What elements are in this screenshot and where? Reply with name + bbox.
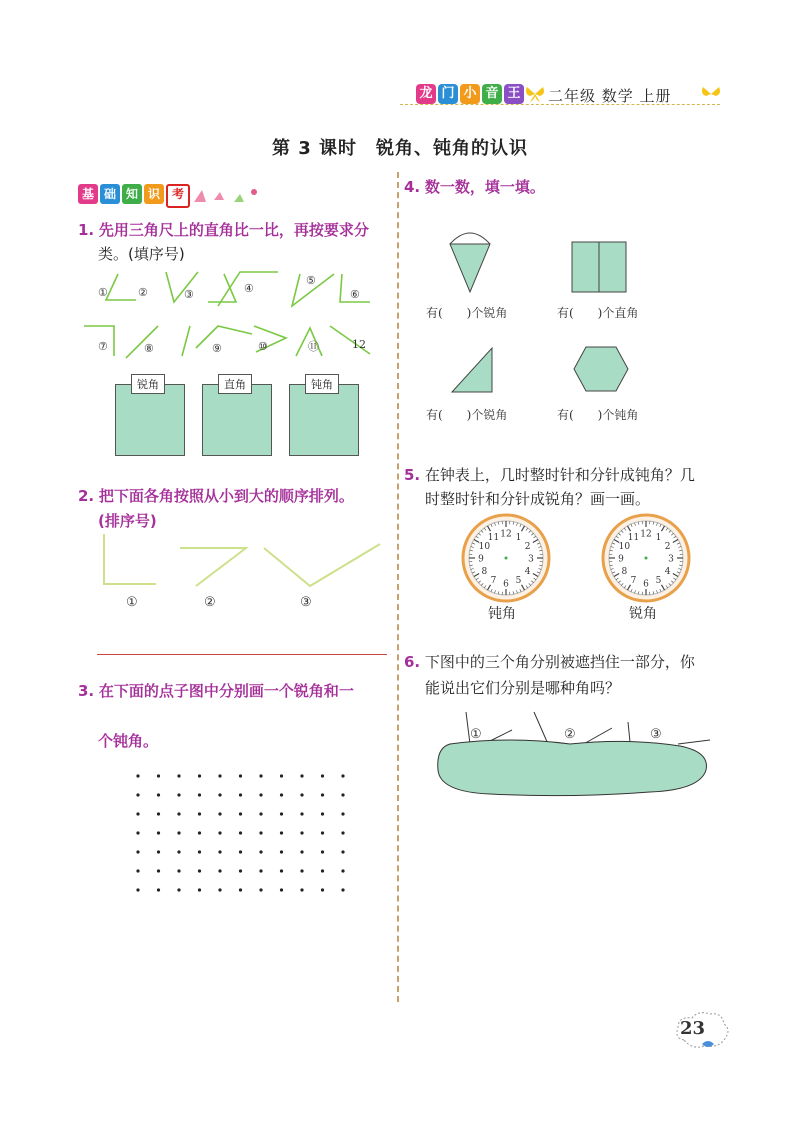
brand-logo — [416, 84, 524, 104]
q4-number: 4. — [404, 178, 421, 196]
butterfly-icon — [700, 84, 722, 104]
q2-text: 把下面各角按照从小到大的顺序排列。 — [98, 487, 354, 505]
grid-dot — [259, 888, 262, 891]
brand-char: 门 — [438, 84, 458, 104]
clock-number: 3 — [528, 554, 534, 565]
q5-line2: 时整时针和分针成锐角？画一画。 — [425, 490, 651, 508]
q4-line1 — [404, 174, 545, 200]
q3-number: 3. — [78, 682, 95, 700]
grid-dot — [157, 869, 160, 872]
triangle-shape — [448, 344, 498, 396]
grid-dot — [239, 850, 242, 853]
q2-line1 — [78, 483, 354, 509]
grid-dot — [321, 831, 324, 834]
grid-dot — [300, 793, 303, 796]
grid-dot — [341, 869, 344, 872]
obtuse-box[interactable] — [289, 384, 359, 456]
q6-label-2: ② — [564, 727, 576, 742]
grid-dot — [177, 793, 180, 796]
clock-number: 1 — [655, 532, 662, 543]
clock-center — [505, 557, 508, 560]
grid-dot — [239, 888, 242, 891]
grid-dot — [239, 774, 242, 777]
q6-line1 — [404, 649, 695, 675]
right-box-label: 直角 — [218, 374, 252, 394]
angle-label-5: ⑤ — [306, 274, 316, 287]
q4-text: 数一数，填一填。 — [424, 178, 545, 196]
grid-dot — [157, 793, 160, 796]
grid-dot — [259, 869, 262, 872]
section-tag-char: 知 — [122, 184, 142, 204]
grid-dot — [177, 869, 180, 872]
clock-number: 6 — [503, 579, 509, 590]
grid-dot — [198, 793, 201, 796]
grid-dot — [198, 850, 201, 853]
clock-number: 4 — [524, 567, 531, 577]
clock-number: 6 — [643, 579, 649, 590]
grid-dot — [198, 774, 201, 777]
clock-number: 10 — [618, 542, 631, 552]
angle-label-6: ⑥ — [350, 288, 360, 301]
grid-dot — [239, 831, 242, 834]
clock-number: 10 — [478, 542, 491, 552]
q4-caption-4: 有( )个钝角 — [557, 408, 639, 422]
grid-dot — [321, 869, 324, 872]
clock-number: 7 — [630, 576, 637, 587]
clock-left[interactable] — [460, 512, 552, 604]
grid-dot — [300, 850, 303, 853]
grid-dot — [136, 850, 139, 853]
section-tag-badge: 考 — [166, 184, 190, 208]
grid-dot — [300, 774, 303, 777]
clock-right[interactable] — [600, 512, 692, 604]
q6-line2: 能说出它们分别是哪种角吗？ — [425, 679, 621, 697]
grid-dot — [341, 774, 344, 777]
angle-label-8: ⑧ — [144, 342, 154, 355]
grid-dot — [321, 812, 324, 815]
grid-dot — [280, 774, 283, 777]
clock-number: 2 — [524, 542, 531, 552]
grid-dot — [218, 793, 221, 796]
clock-number: 5 — [515, 576, 522, 587]
page-title: 第 3 课时 锐角、钝角的认识 — [271, 138, 529, 159]
angle-label-11: ⑪ — [308, 340, 319, 353]
angle-label-1: ① — [98, 286, 108, 299]
grid-dot — [259, 793, 262, 796]
grid-dot — [341, 793, 344, 796]
grid-dot — [177, 831, 180, 834]
grid-dot — [341, 812, 344, 815]
grid-dot — [280, 888, 283, 891]
angle-label-4: ④ — [244, 282, 254, 295]
grid-dot — [321, 850, 324, 853]
q1-angles-figure — [78, 266, 398, 366]
angle-label-2: ② — [138, 286, 148, 299]
grid-dot — [259, 831, 262, 834]
q4-caption-1: 有( )个锐角 — [426, 306, 508, 320]
section-tag-char: 识 — [144, 184, 164, 204]
angle-label-3: ③ — [184, 288, 194, 301]
q2-label-1: ① — [126, 595, 138, 610]
clock-right-label: 锐角 — [629, 606, 657, 622]
brand-char: 龙 — [416, 84, 436, 104]
grid-dot — [198, 812, 201, 815]
grid-dot — [198, 888, 201, 891]
grid-dot — [157, 888, 160, 891]
grid-dot — [239, 793, 242, 796]
clock-number: 4 — [664, 567, 671, 577]
grid-dot — [157, 831, 160, 834]
dot-grid[interactable] — [132, 770, 352, 900]
q5-number: 5. — [404, 466, 421, 484]
angle-label-9: ⑨ — [212, 342, 222, 355]
grid-dot — [157, 774, 160, 777]
grid-dot — [157, 850, 160, 853]
grid-dot — [218, 812, 221, 815]
hexagon-shape — [570, 344, 632, 394]
page-number: 23 — [680, 1018, 706, 1039]
clock-number: 1 — [515, 532, 522, 543]
grid-dot — [280, 850, 283, 853]
clock-center — [645, 557, 648, 560]
grid-dot — [259, 812, 262, 815]
q6-number: 6. — [404, 653, 421, 671]
q6-label-1: ① — [470, 727, 482, 742]
grid-dot — [177, 774, 180, 777]
grid-dot — [259, 774, 262, 777]
grid-dot — [177, 888, 180, 891]
grid-dot — [177, 812, 180, 815]
grid-dot — [239, 812, 242, 815]
angle-label-10: ⑩ — [258, 340, 268, 353]
q5-text: 在钟表上，几时整时针和分针成钝角？几 — [424, 466, 695, 484]
grid-dot — [218, 774, 221, 777]
clock-number: 9 — [478, 554, 484, 565]
q1-line2: 类。(填序号) — [98, 245, 185, 263]
grid-dot — [280, 793, 283, 796]
grid-dot — [136, 888, 139, 891]
grid-dot — [300, 869, 303, 872]
clock-number: 3 — [668, 554, 674, 565]
header-rule — [400, 104, 720, 105]
grid-dot — [136, 774, 139, 777]
brand-char: 音 — [482, 84, 502, 104]
q1-line1 — [78, 217, 369, 243]
section-tag-char: 基 — [78, 184, 98, 204]
angle-label-7: ⑦ — [98, 340, 108, 353]
q2-angles-figure — [100, 530, 390, 610]
grid-dot — [198, 869, 201, 872]
grid-dot — [136, 793, 139, 796]
q3-line2: 个钝角。 — [98, 732, 159, 750]
butterfly-icon — [524, 84, 546, 104]
grid-dot — [136, 869, 139, 872]
header-subtitle: 二年级 数学 上册 — [548, 87, 672, 105]
grid-dot — [239, 869, 242, 872]
q3-text: 在下面的点子图中分别画一个锐角和一 — [98, 682, 354, 700]
grid-dot — [218, 888, 221, 891]
grid-dot — [157, 812, 160, 815]
angle-label-12: 12 — [352, 338, 366, 351]
q1-number: 1. — [78, 221, 95, 239]
grid-dot — [218, 869, 221, 872]
q2-label-2: ② — [204, 595, 216, 610]
grid-dot — [218, 831, 221, 834]
grid-dot — [198, 831, 201, 834]
cone-shape — [440, 230, 500, 296]
clock-number: 8 — [621, 567, 628, 577]
q2-number: 2. — [78, 487, 95, 505]
grid-dot — [136, 812, 139, 815]
grid-dot — [341, 831, 344, 834]
grid-dot — [218, 850, 221, 853]
clock-number: 12 — [500, 529, 512, 540]
grid-dot — [177, 850, 180, 853]
section-tag-char: 础 — [100, 184, 120, 204]
clock-number: 5 — [655, 576, 662, 587]
right-box[interactable] — [202, 384, 272, 456]
grid-dot — [321, 793, 324, 796]
answer-line[interactable] — [97, 654, 387, 655]
grid-dot — [321, 888, 324, 891]
cover-blob — [438, 740, 707, 796]
q2-label-3: ③ — [300, 595, 312, 610]
grid-dot — [321, 774, 324, 777]
q4-caption-2: 有( )个直角 — [557, 306, 639, 320]
q6-label-3: ③ — [650, 727, 662, 742]
section-tag — [78, 184, 190, 208]
clock-number: 9 — [618, 554, 624, 565]
clock-number: 11 — [627, 532, 640, 543]
q1-text: 先用三角尺上的直角比一比，再按要求分 — [98, 221, 369, 239]
grid-dot — [136, 831, 139, 834]
q6-text: 下图中的三个角分别被遮挡住一部分，你 — [424, 653, 695, 671]
grid-dot — [280, 812, 283, 815]
clock-left-label: 钝角 — [488, 606, 516, 622]
clock-number: 7 — [490, 576, 497, 587]
grid-dot — [300, 888, 303, 891]
grid-dot — [300, 812, 303, 815]
q2-line2: (排序号) — [98, 512, 157, 530]
brand-char: 小 — [460, 84, 480, 104]
hidden-angles-figure — [430, 708, 720, 802]
q3-line1 — [78, 678, 354, 704]
grid-dot — [280, 831, 283, 834]
clock-number: 8 — [481, 567, 488, 577]
q4-caption-3: 有( )个锐角 — [426, 408, 508, 422]
grid-dot — [341, 850, 344, 853]
acute-box[interactable] — [115, 384, 185, 456]
grid-dot — [280, 869, 283, 872]
q5-line1 — [404, 462, 695, 488]
brand-char: 王 — [504, 84, 524, 104]
rectangle-shape — [570, 240, 630, 296]
obtuse-box-label: 钝角 — [305, 374, 339, 394]
grid-dot — [341, 888, 344, 891]
clock-number: 12 — [640, 529, 652, 540]
flowers-decoration-icon — [188, 180, 268, 210]
acute-box-label: 锐角 — [131, 374, 165, 394]
grid-dot — [300, 831, 303, 834]
clock-number: 2 — [664, 542, 671, 552]
grid-dot — [259, 850, 262, 853]
clock-number: 11 — [487, 532, 500, 543]
